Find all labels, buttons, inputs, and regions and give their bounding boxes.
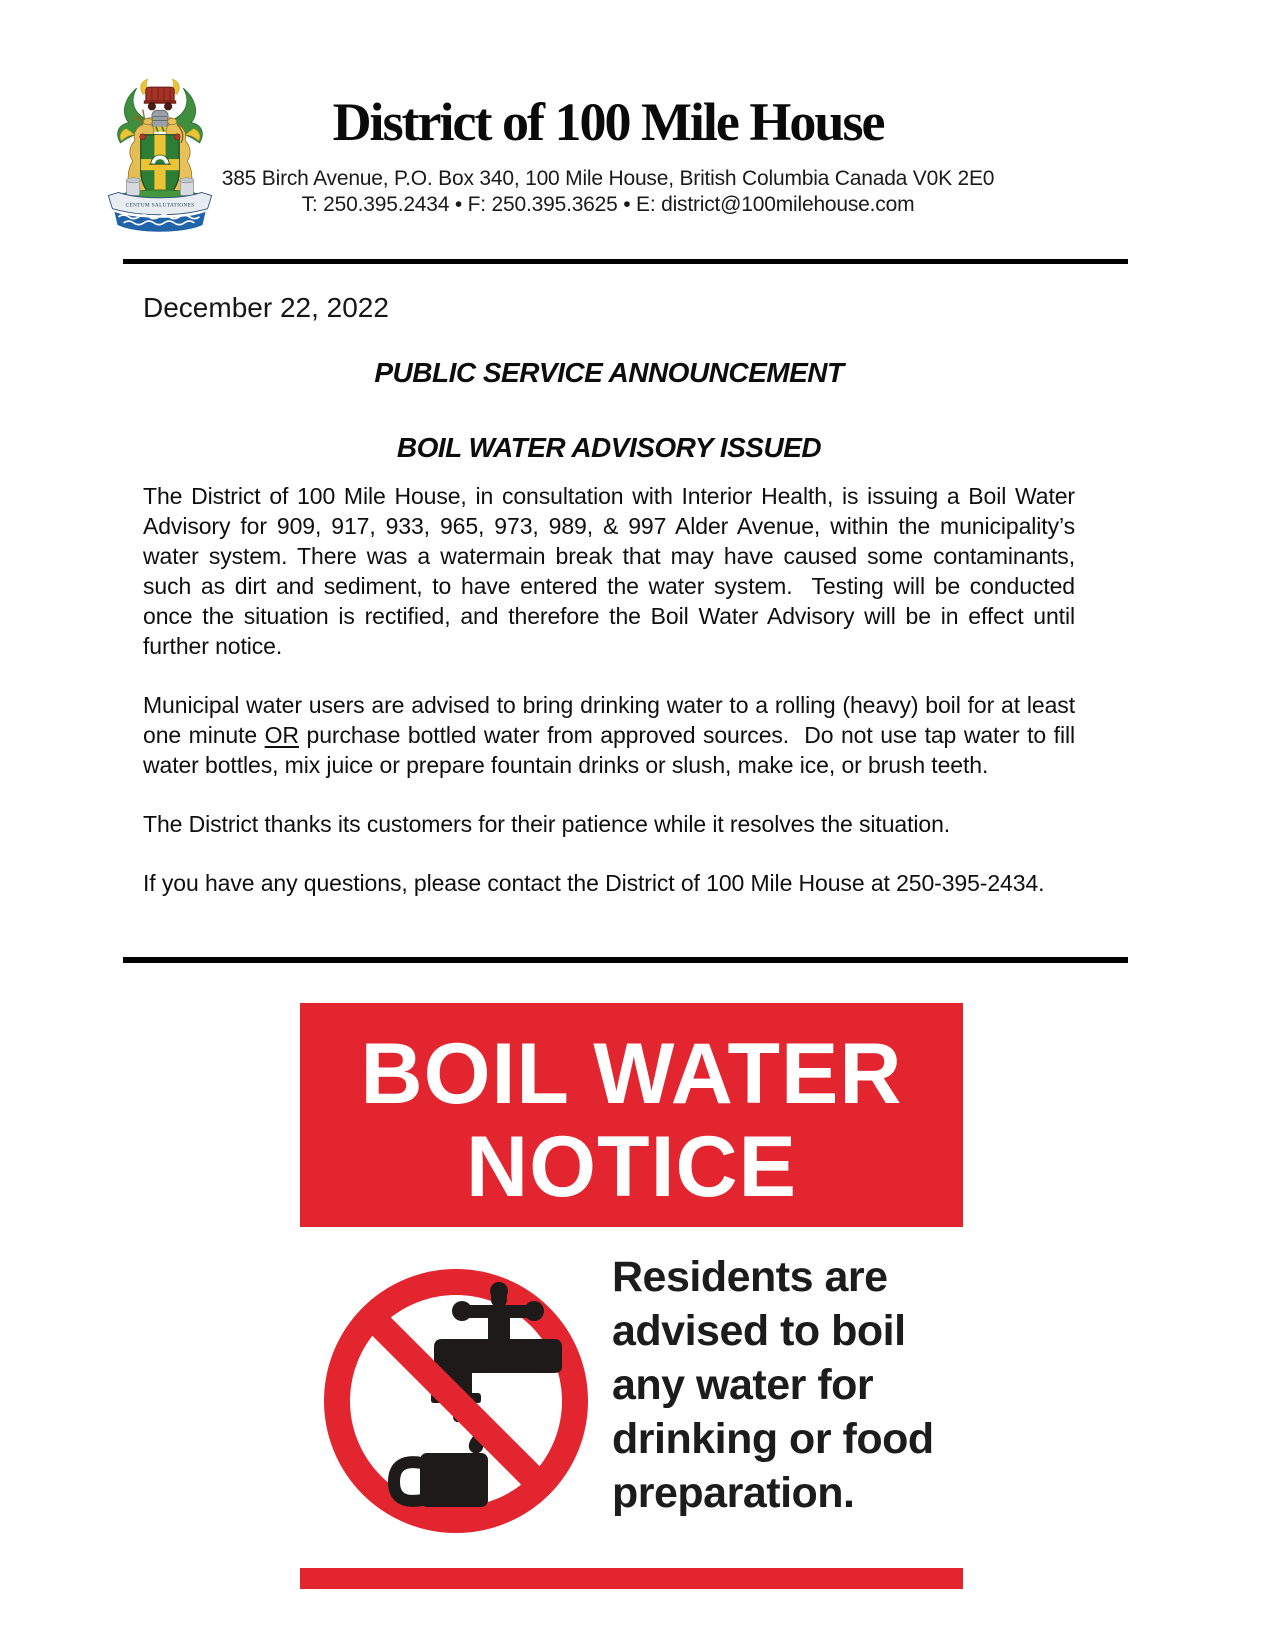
psa-heading: PUBLIC SERVICE ANNOUNCEMENT (374, 357, 844, 388)
letter-body (143, 481, 1075, 927)
underlined-text: OR (264, 722, 299, 748)
letterhead (140, 92, 1076, 218)
paragraph-text: purchase bottled water from approved sources. Do not use tap water to fill water bottles, mix juice or prepare fountain drinks or slush, make ice, or brush teeth. (143, 722, 1075, 778)
mug-glyph (394, 1453, 488, 1507)
sign-message-line: drinking or food (612, 1415, 934, 1463)
crest-motto-text: CENTUM SALUTATIONES (125, 202, 195, 209)
paragraph-text: The District thanks its customers for their patience while it resolves the situation. (143, 811, 951, 837)
paragraph-text: If you have any questions, please contact the District of 100 Mile House at 250-395-2434. (143, 870, 1045, 896)
org-title: District of 100 Mile House (332, 92, 884, 152)
header-divider-rule (123, 259, 1128, 264)
advisory-heading: BOIL WATER ADVISORY ISSUED (396, 432, 822, 463)
letter-date: December 22, 2022 (143, 292, 389, 323)
org-address: 385 Birch Avenue, P.O. Box 340, 100 Mile House, British Columbia Canada V0K 2E0 (221, 167, 995, 190)
no-tap-water-icon (320, 1263, 592, 1539)
body-paragraph (143, 868, 1075, 898)
sign-message (612, 1250, 972, 1520)
body-paragraph (143, 690, 1075, 780)
body-paragraph (143, 481, 1075, 661)
footer-divider-rule (123, 957, 1128, 963)
sign-message-line: preparation. (612, 1469, 855, 1517)
paragraph-text: The District of 100 Mile House, in consultation with Interior Health, is issuing a Boil Water Advisory for 909, 917, 933, 965, 973, 989, & 997 Alder Avenue, within the municipality’s water system. There was a watermain break that may have caused some contaminants, such as dirt and sediment, to have entered the water system. Testing will be conducted once the situation is rectified, and therefore the Boil Water Advisory will be in effect until further notice. (143, 483, 1075, 659)
paragraph-text: Municipal water users are advised to bring drinking water to a rolling (heavy) boil for at least one minute (143, 692, 1075, 748)
org-contact: T: 250.395.2434 • F: 250.395.3625 • E: district@100milehouse.com (301, 193, 915, 216)
banner-line-1: BOIL WATER (360, 1026, 903, 1122)
sign-footer-stripe (300, 1568, 963, 1589)
sign-message-line: any water for (612, 1361, 874, 1409)
body-paragraph (143, 809, 1075, 839)
sign-message-line: advised to boil (612, 1307, 906, 1355)
sign-message-line: Residents are (612, 1253, 888, 1301)
banner-line-2: NOTICE (466, 1119, 797, 1215)
boil-water-notice-banner (300, 1003, 963, 1227)
